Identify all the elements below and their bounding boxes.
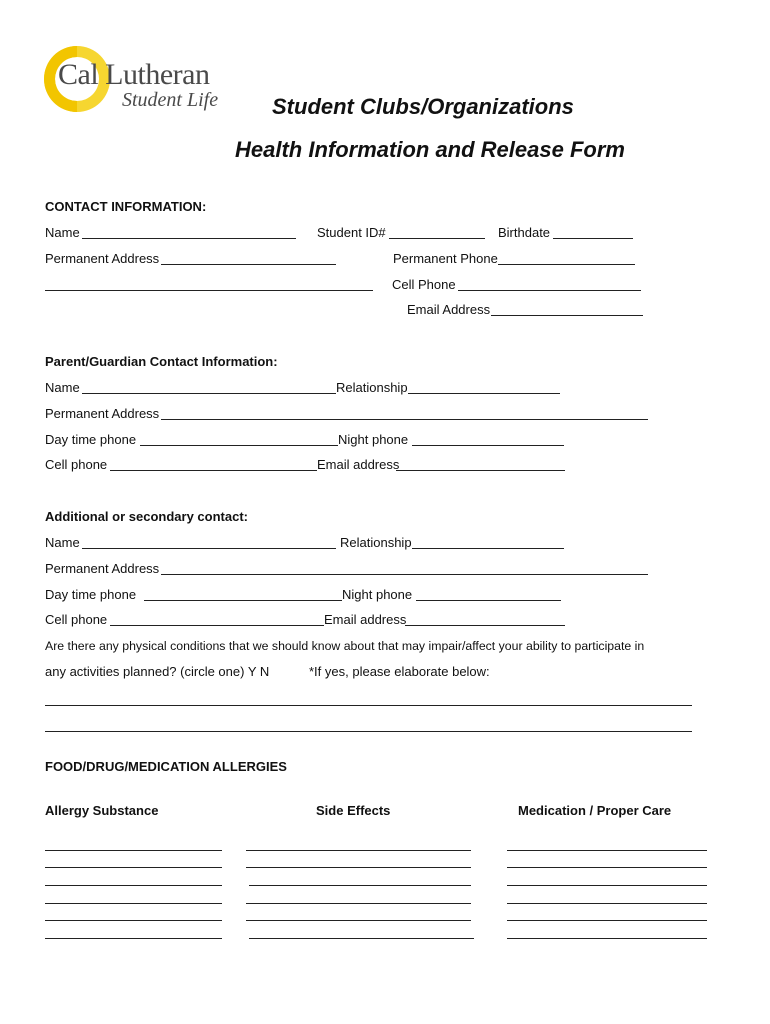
allergy-substance-line[interactable] xyxy=(45,885,222,886)
contact-address-line2[interactable] xyxy=(45,290,373,291)
contact-email-line[interactable] xyxy=(491,315,643,316)
parent-heading: Parent/Guardian Contact Information: xyxy=(45,354,278,369)
secondary-perm-address-line[interactable] xyxy=(161,574,648,575)
secondary-relationship-label: Relationship xyxy=(340,535,412,550)
form-title-line2: Health Information and Release Form xyxy=(235,137,625,162)
parent-day-phone-label: Day time phone xyxy=(45,432,137,447)
parent-cell-phone-label: Cell phone xyxy=(45,457,108,472)
medication-care-header: Medication / Proper Care xyxy=(518,803,672,818)
secondary-perm-address-label: Permanent Address xyxy=(45,561,160,576)
secondary-night-phone-label: Night phone xyxy=(342,587,413,602)
parent-relationship-label: Relationship xyxy=(336,380,408,395)
parent-relationship-line[interactable] xyxy=(408,393,560,394)
contact-heading: CONTACT INFORMATION: xyxy=(45,199,207,214)
medication-care-line[interactable] xyxy=(507,903,707,904)
secondary-heading: Additional or secondary contact: xyxy=(45,509,248,524)
allergy-substance-line[interactable] xyxy=(45,850,222,851)
secondary-relationship-line[interactable] xyxy=(412,548,564,549)
secondary-email-line[interactable] xyxy=(405,625,565,626)
medication-care-line[interactable] xyxy=(507,885,707,886)
side-effects-line[interactable] xyxy=(246,867,471,868)
secondary-day-phone-line[interactable] xyxy=(144,600,342,601)
allergy-substance-line[interactable] xyxy=(45,920,222,921)
contact-student-id-label: Student ID# xyxy=(317,225,386,240)
medication-care-line[interactable] xyxy=(507,850,707,851)
parent-email-label: Email address xyxy=(317,457,400,472)
conditions-answer-line-1[interactable] xyxy=(45,705,692,706)
conditions-elaborate: *If yes, please elaborate below: xyxy=(309,664,490,679)
contact-cell-phone-label: Cell Phone xyxy=(392,277,456,292)
side-effects-line[interactable] xyxy=(246,920,471,921)
contact-perm-phone-label: Permanent Phone xyxy=(393,251,498,266)
medication-care-line[interactable] xyxy=(507,938,707,939)
contact-cell-phone-line[interactable] xyxy=(458,290,641,291)
allergy-substance-line[interactable] xyxy=(45,867,222,868)
contact-perm-address-label: Permanent Address xyxy=(45,251,160,266)
contact-birthdate-line[interactable] xyxy=(553,238,633,239)
side-effects-header: Side Effects xyxy=(316,803,391,818)
parent-cell-phone-line[interactable] xyxy=(110,470,317,471)
medication-care-line[interactable] xyxy=(507,867,707,868)
side-effects-line[interactable] xyxy=(249,885,471,886)
side-effects-line[interactable] xyxy=(249,938,474,939)
secondary-cell-phone-label: Cell phone xyxy=(45,612,108,627)
secondary-name-line[interactable] xyxy=(82,548,336,549)
allergy-substance-line[interactable] xyxy=(45,938,222,939)
secondary-email-label: Email address xyxy=(324,612,407,627)
secondary-night-phone-line[interactable] xyxy=(416,600,561,601)
parent-night-phone-label: Night phone xyxy=(338,432,409,447)
conditions-question-line2: any activities planned? (circle one) Y N xyxy=(45,664,270,679)
allergies-heading: FOOD/DRUG/MEDICATION ALLERGIES xyxy=(45,759,287,774)
conditions-question-line1: Are there any physical conditions that we should know about that may impair/affect your ability to participate in xyxy=(45,639,645,653)
side-effects-line[interactable] xyxy=(246,850,471,851)
parent-night-phone-line[interactable] xyxy=(412,445,564,446)
allergy-substance-header: Allergy Substance xyxy=(45,803,159,818)
secondary-name-label: Name xyxy=(45,535,80,550)
parent-name-line[interactable] xyxy=(82,393,336,394)
contact-student-id-line[interactable] xyxy=(389,238,485,239)
contact-name-line[interactable] xyxy=(82,238,296,239)
medication-care-line[interactable] xyxy=(507,920,707,921)
secondary-cell-phone-line[interactable] xyxy=(110,625,324,626)
contact-name-label: Name xyxy=(45,225,80,240)
parent-perm-address-line[interactable] xyxy=(161,419,648,420)
parent-name-label: Name xyxy=(45,380,80,395)
contact-email-label: Email Address xyxy=(407,302,491,317)
form-title-line1: Student Clubs/Organizations xyxy=(272,94,574,119)
parent-email-line[interactable] xyxy=(396,470,565,471)
conditions-answer-line-2[interactable] xyxy=(45,731,692,732)
parent-perm-address-label: Permanent Address xyxy=(45,406,160,421)
parent-day-phone-line[interactable] xyxy=(140,445,338,446)
logo-subtitle: Student Life xyxy=(122,89,219,111)
logo-text: Cal Lutheran xyxy=(58,58,210,91)
contact-perm-address-line[interactable] xyxy=(161,264,336,265)
secondary-day-phone-label: Day time phone xyxy=(45,587,137,602)
side-effects-line[interactable] xyxy=(246,903,471,904)
contact-perm-phone-line[interactable] xyxy=(498,264,635,265)
allergy-substance-line[interactable] xyxy=(45,903,222,904)
contact-birthdate-label: Birthdate xyxy=(498,225,551,240)
